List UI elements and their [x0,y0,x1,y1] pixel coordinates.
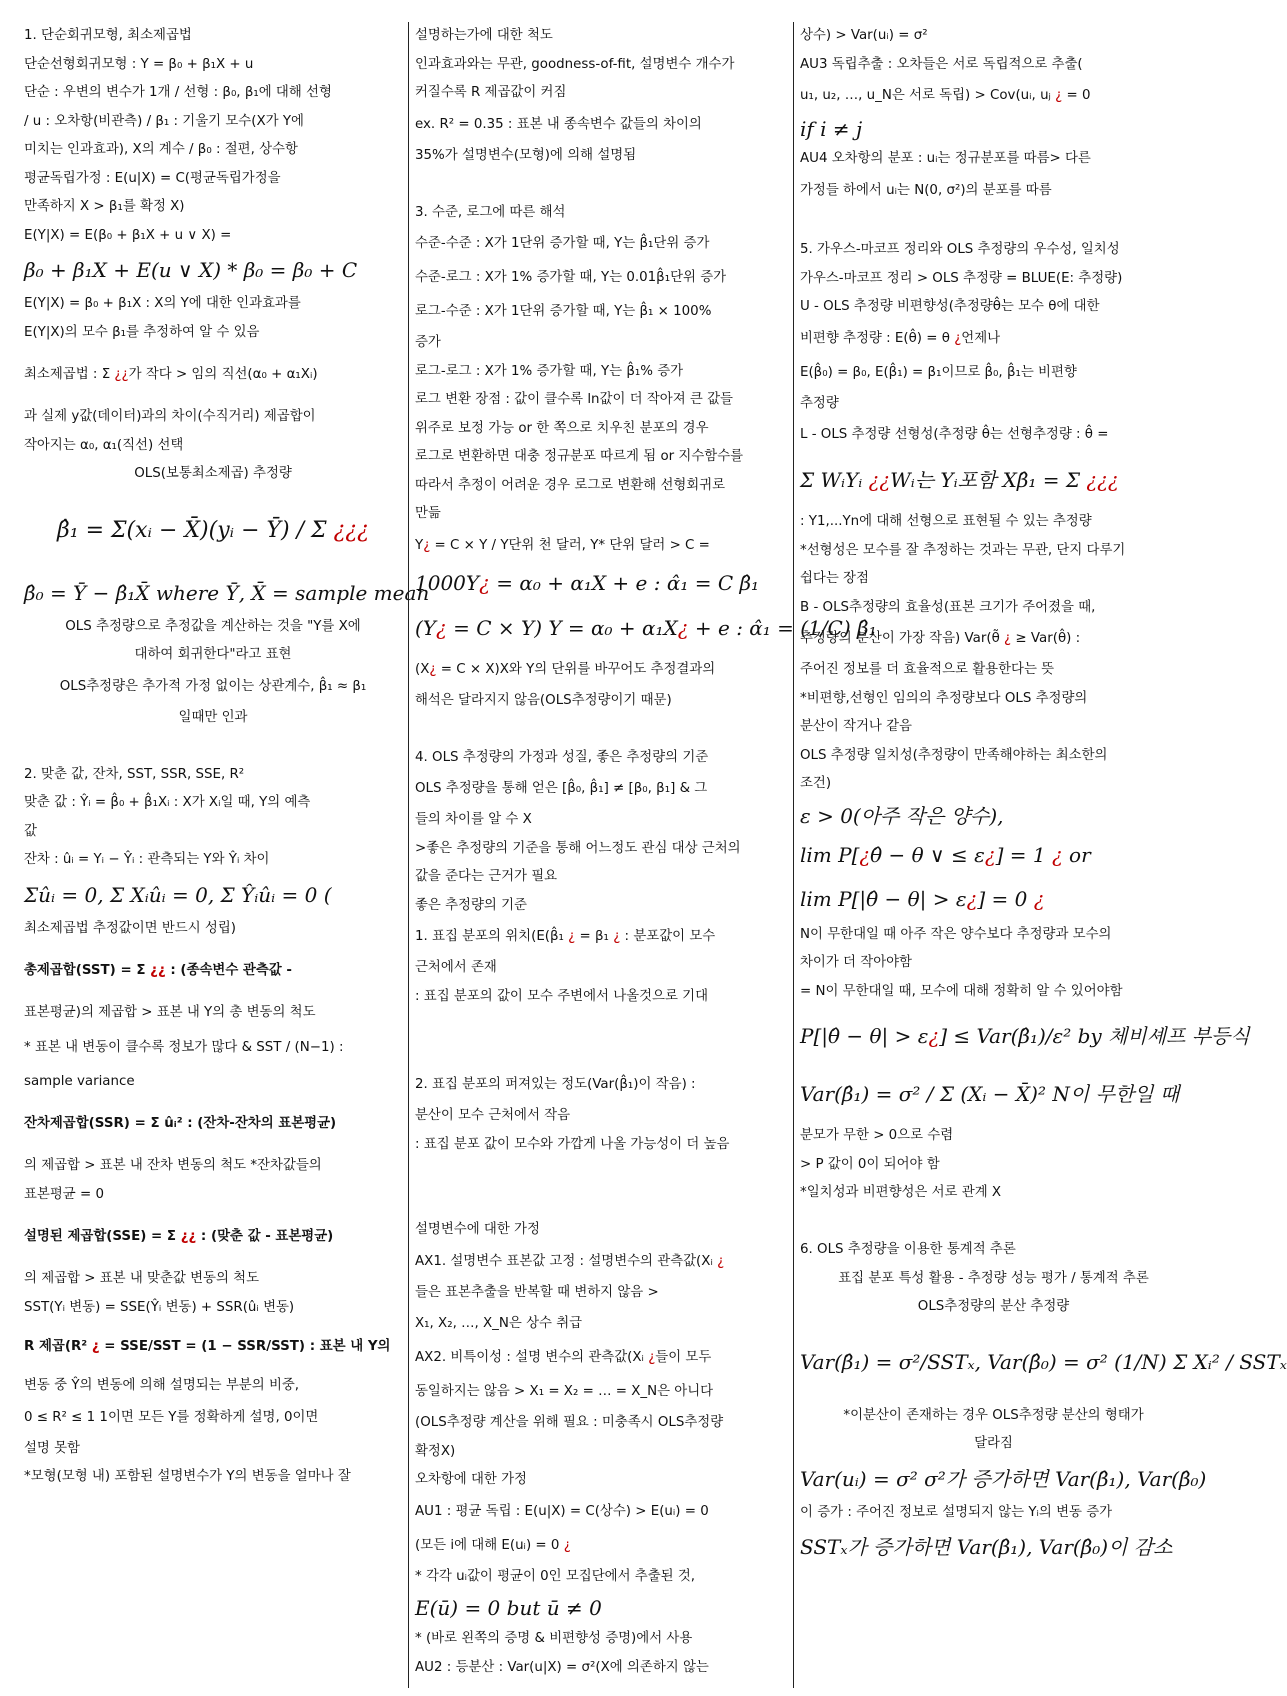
text-line: (X¿ = C × X)X와 Y의 단위를 바꾸어도 추정결과의 [415,661,716,677]
text-line: 달라짐 [974,1436,1013,1451]
glyph-mark: ¿ [157,963,166,978]
text-line: 최소제곱법 추정값이면 반드시 성립) [24,920,237,936]
formula-line: Var(β̂₁) = σ²/SSTₓ, Var(β̂₀) = σ² (1/N) Σ Xᵢ² / SSTₓ [800,1349,1287,1374]
text-line: 미치는 인과효과), X의 계수 / β₀ : 절편, 상수항 [24,142,298,157]
glyph-mark: ¿ [114,367,122,382]
text-line: 최소제곱법 : Σ ¿¿가 작다 > 임의 직선(α₀ + α₁Xᵢ) [24,367,318,382]
glyph-mark: ¿ [966,886,978,911]
text-line: 0 ≤ R² ≤ 1 1이면 모든 Y를 정확하게 설명, 0이면 [24,1409,319,1425]
glyph-mark: ¿ [717,1253,725,1269]
spacer [415,1188,787,1217]
text-line: 로그로 변환하면 대충 정규분포 따르게 됨 or 지수함수를 [415,449,744,464]
text-line: 추정량의 분산이 가장 작음) Var(θ̃ ¿ ≥ Var(θ̂) : [800,631,1081,646]
spacer [415,1040,787,1069]
text-line: 3. 수준, 로그에 따른 해석 [415,204,566,220]
text-line: 표집 분포 특성 활용 - 추정량 성능 평가 / 통계적 추론 [838,1270,1149,1286]
glyph-mark: ¿ [150,963,158,978]
glyph-mark: ¿ [868,468,880,492]
text-line: 의 제곱합 > 표본 내 잔차 변동의 척도 *잔차값들의 [24,1158,322,1173]
text-line: *비편향,선형인 임의의 추정량보다 OLS 추정량의 [800,690,1088,706]
glyph-mark: ¿ [188,1229,197,1244]
text-line: 설명하는가에 대한 척도 [415,28,553,43]
text-line: 조건) [800,776,832,791]
text-line: 들은 표본추출을 반복할 때 변하지 않음 > [415,1284,659,1300]
text-line: 5. 가우스-마코프 정리와 OLS 추정량의 우수성, 일치성 [800,242,1120,257]
text-line: 설명 못함 [24,1440,80,1456]
text-line: OLS 추정량으로 추정값을 계산하는 것을 "Y를 X에 [65,618,361,634]
text-line: 동일하지는 않음 > X₁ = X₂ = … = X_N은 아니다 [415,1384,714,1399]
text-line: 들의 차이를 알 수 X [415,812,532,827]
formula-line: P[|θ̂ − θ| > ε¿] ≤ Var(β̂₁)/ε² by 체비셰프 부등식 [800,1024,1250,1048]
text-line: * 표본 내 변동이 클수록 정보가 많다 & SST / (N−1) : [24,1039,344,1055]
spacer [415,170,787,199]
text-line: 따라서 추정이 어려운 경우 로그로 변환해 선형회귀로 [415,477,726,493]
glyph-mark: ¿ [429,661,437,677]
text-line: 수준-로그 : X가 1% 증가할 때, Y는 0.01β̂₁단위 증가 [415,270,727,285]
text-line: : Y1,...Yn에 대해 선형으로 표현될 수 있는 추정량 [800,514,1092,529]
glyph-mark: ¿ [1033,886,1045,911]
glyph-mark: ¿ [357,517,369,543]
formula-line: Σ WᵢYᵢ ¿¿Wᵢ는 Yᵢ포함 Xβ̂₁ = Σ ¿¿¿ [800,468,1119,492]
glyph-mark: ¿ [954,330,962,346]
text-line: 과 실제 y값(데이터)과의 차이(수직거리) 제곱합이 [24,409,316,424]
glyph-mark: ¿ [1051,842,1063,867]
glyph-mark: ¿ [1107,468,1119,492]
text-line: 해석은 달라지지 않음(OLS추정량이기 때문) [415,692,672,708]
text-line: 4. OLS 추정량의 가정과 성질, 좋은 추정량의 기준 [415,749,709,765]
text-line: SST(Yᵢ 변동) = SSE(Ŷᵢ 변동) + SSR(ûᵢ 변동) [24,1299,295,1315]
text-line: 1. 단순회귀모형, 최소제곱법 [24,28,192,43]
glyph-mark: ¿ [563,1537,571,1553]
text-line: : 표집 분포 값이 모수와 가깝게 나올 가능성이 더 높음 [415,1136,730,1152]
glyph-mark: ¿ [423,537,431,553]
text-line: 비편향 추정량 : E(θ̂) = θ ¿언제나 [800,330,1001,346]
text-line: 표본평균)의 제곱합 > 표본 내 Y의 총 변동의 척도 [24,1005,316,1020]
text-line: 만듦 [415,506,441,521]
text-line: 설명변수에 대한 가정 [415,1222,540,1237]
text-line: 인과효과와는 무관, goodness-of-fit, 설명변수 개수가 [415,56,735,72]
glyph-mark: ¿ [1086,468,1098,492]
formula-line: Var(β̂₁) = σ² / Σ (Xᵢ − X̄)² N이 무한일 때 [800,1082,1180,1106]
glyph-mark: ¿ [479,570,490,595]
text-line: AU4 오차항의 분포 : uᵢ는 정규분포를 따름> 다른 [800,151,1091,166]
text-line: 6. OLS 추정량을 이용한 통계적 추론 [800,1242,1016,1257]
text-line: 변동 중 Ŷ의 변동에 의해 설명되는 부분의 비중, [24,1378,300,1393]
text-line: 표본평균 = 0 [24,1186,104,1202]
text-line: 설명된 제곱합(SSE) = Σ ¿¿ : (맞춘 값 - 표본평균) [24,1229,334,1244]
formula-line: ε > 0(아주 작은 양수), [800,803,1004,828]
formula-line: β₀ + β₁X + E(u ∨ X) * β₀ = β₀ + C [24,258,358,282]
text-line: 가우스-마코프 정리 > OLS 추정량 = BLUE(E: 추정량) [800,270,1123,286]
text-line: 단순 : 우변의 변수가 1개 / 선형 : β₀, β₁에 대해 선형 [24,85,332,100]
text-line: (모든 i에 대해 E(uᵢ) = 0 ¿ [415,1537,571,1553]
formula-line: Σûᵢ = 0, Σ Xᵢûᵢ = 0, Σ Ŷᵢûᵢ = 0 ( [24,882,332,907]
spacer [24,732,402,761]
glyph-mark: ¿ [1055,88,1063,103]
text-line: 평균독립가정 : E(u|X) = C(평균독립가정을 [24,170,281,186]
text-line: 추정량 [800,395,839,411]
text-line: 분산이 작거나 같음 [800,719,912,734]
glyph-mark: ¿ [928,1024,940,1048]
glyph-mark: ¿ [121,367,129,382]
glyph-mark: ¿ [333,517,346,543]
text-line: * (바로 왼쪽의 증명 & 비편향성 증명)에서 사용 [415,1631,693,1646]
text-line: OLS(보통최소제곱) 추정량 [134,466,292,481]
text-line: 수준-수준 : X가 1단위 증가할 때, Y는 β̂₁단위 증가 [415,236,710,251]
text-line: 2. 맞춘 값, 잔차, SST, SSR, SSE, R² [24,766,245,782]
text-line: u₁, u₂, …, u_N은 서로 독립) > Cov(uᵢ, uⱼ ¿ = 0 [800,88,1091,103]
text-line: 가정들 하에서 uᵢ는 N(0, σ²)의 분포를 따름 [800,182,1052,198]
text-line: ex. R² = 0.35 : 표본 내 종속변수 값들의 차이의 [415,116,702,132]
text-line: 1. 표집 분포의 위치(E(β̂₁ ¿ = β₁ ¿ : 분포값이 모수 [415,929,716,944]
text-line: 오차항에 대한 가정 [415,1472,527,1487]
column-3 [793,22,1287,1688]
spacer [800,1208,1187,1237]
glyph-mark: ¿ [677,615,689,640]
formula-line: (Y¿ = C × Y) Y = α₀ + α₁X¿ + e : α̂₁ = (1/C) β̂₁ [415,615,877,640]
glyph-mark: ¿ [613,929,621,944]
text-line: B - OLS추정량의 효율성(표본 크기가 주어졌을 때, [800,599,1096,615]
text-line: OLS추정량의 분산 추정량 [917,1299,1070,1314]
text-line: 차이가 더 작아야함 [800,955,912,970]
text-line: 만족하지 X > β₁를 확정 X) [24,199,185,214]
text-line: E(β̂₀) = β₀, E(β̂₁) = β₁이므로 β̂₀, β̂₁는 비편향 [800,364,1077,380]
text-line: 값을 준다는 근거가 필요 [415,869,558,884]
glyph-mark: ¿ [984,842,996,867]
text-line: 상수) > Var(uᵢ) = σ² [800,28,928,43]
text-line: N이 무한대일 때 아주 작은 양수보다 추정량과 모수의 [800,926,1112,942]
text-line: *모형(모형 내) 포함된 설명변수가 Y의 변동을 얼마나 잘 [24,1469,351,1484]
glyph-mark: ¿ [879,468,891,492]
text-line: OLS 추정량 일치성(추정량이 만족해야하는 최소한의 [800,747,1108,763]
formula-line: β̂₀ = Ȳ − β̂₁X̄ where Ȳ, X̄ = sample mean [24,580,430,605]
text-line: 대하여 회귀한다"라고 표현 [134,647,292,662]
text-line: 위주로 보정 가능 or 한 쪽으로 치우친 분포의 경우 [415,420,709,436]
glyph-mark: ¿ [859,842,871,867]
formula-line: Var(uᵢ) = σ² σ²가 증가하면 Var(β̂₁), Var(β̂₀) [800,1466,1207,1491]
text-line: OLS추정량은 추가적 가정 없이는 상관계수, β̂₁ ≈ β₁ [59,678,367,694]
glyph-mark: ¿ [648,1350,656,1365]
formula-line: lim P[|θ̂ − θ| > ε¿] = 0 ¿ [800,886,1045,911]
text-line: 로그 변환 장점 : 값이 클수록 ln값이 더 작아져 큰 값들 [415,392,733,407]
formula-line: lim P[¿θ̂ − θ ∨ ≤ ε¿] = 1 ¿ or [800,842,1091,867]
text-line: AX2. 비특이성 : 설명 변수의 관측값(Xᵢ ¿들이 모두 [415,1350,712,1365]
formula-line: E(ū) = 0 but ū ≠ 0 [415,1596,602,1620]
text-line: 총제곱합(SST) = Σ ¿¿ : (종속변수 관측값 - [24,963,292,978]
text-line: 로그-수준 : X가 1단위 증가할 때, Y는 β̂₁ × 100% [415,304,712,319]
spacer [415,715,787,744]
text-line: L - OLS 추정량 선형성(추정량 θ̂는 선형추정량 : θ̂ = [800,427,1109,442]
text-line: 분모가 무한 > 0으로 수렴 [800,1128,954,1143]
text-line: E(Y|X) = E(β₀ + β₁X + u ∨ X) = [24,227,232,243]
spacer [415,1011,787,1040]
text-line: > P 값이 0이 되어야 함 [800,1156,940,1172]
formula-line: β̂₁ = Σ(xᵢ − X̄)(yᵢ − Ȳ) / Σ ¿¿¿ [57,517,369,543]
glyph-mark: ¿ [1004,631,1012,646]
text-line: 35%가 설명변수(모형)에 의해 설명됨 [415,147,637,163]
formula-line: 1000Y¿ = α₀ + α₁X + e : α̂₁ = C β̂₁ [415,570,760,595]
text-line: 잔차제곱합(SSR) = Σ ûᵢ² : (잔차-잔차의 표본평균) [24,1116,337,1131]
formula-line: SSTₓ가 증가하면 Var(β̂₁), Var(β̂₀)이 감소 [800,1535,1173,1559]
text-line: 로그-로그 : X가 1% 증가할 때, Y는 β̂₁% 증가 [415,363,684,379]
text-line: 증가 [415,335,441,350]
text-line: / u : 오차항(비관측) / β₁ : 기울기 모수(X가 Y에 [24,113,304,129]
text-line: 일때만 인과 [178,709,248,725]
text-line: 맞춘 값 : Ŷᵢ = β̂₀ + β̂₁Xᵢ : X가 Xᵢ일 때, Y의 예측 [24,795,311,810]
text-line: 확정X) [415,1443,456,1459]
text-line: 주어진 정보를 더 효율적으로 활용한다는 뜻 [800,662,1055,677]
glyph-mark: ¿ [180,1229,189,1244]
text-line: OLS 추정량을 통해 얻은 [β̂₀, β̂₁] ≠ [β₀, β₁] & 그 [415,781,708,796]
text-line: 이 증가 : 주어진 정보로 설명되지 않는 Yᵢ의 변동 증가 [800,1504,1113,1520]
formula-line: if i ≠ j [800,117,863,141]
text-line: 쉽다는 장점 [800,571,869,586]
text-line: U - OLS 추정량 비편향성(추정량θ̂는 모수 θ에 대한 [800,299,1100,314]
glyph-mark: ¿ [345,517,358,543]
text-line: AX1. 설명변수 표본값 고정 : 설명변수의 관측값(Xᵢ ¿ [415,1253,725,1269]
glyph-mark: ¿ [1097,468,1108,492]
glyph-mark: ¿ [91,1339,100,1354]
text-line: X₁, X₂, …, X_N은 상수 취급 [415,1316,583,1331]
text-line: AU2 : 등분산 : Var(u|X) = σ²(X에 의존하지 않는 [415,1659,709,1675]
text-line: 의 제곱합 > 표본 내 맞춘값 변동의 척도 [24,1271,260,1286]
text-line: 단순선형회귀모형 : Y = β₀ + β₁X + u [24,56,254,72]
text-line: *일치성과 비편향성은 서로 관계 X [800,1185,1002,1200]
text-line: 커질수록 R 제곱값이 커짐 [415,85,567,100]
text-line: 작아지는 α₀, α₁(직선) 선택 [24,437,184,453]
glyph-mark: ¿ [436,615,447,640]
spacer [800,208,1187,237]
text-line: *이분산이 존재하는 경우 OLS추정량 분산의 형태가 [843,1407,1144,1423]
text-line: 잔차 : ûᵢ = Yᵢ − Ŷᵢ : 관측되는 Y와 Ŷᵢ 차이 [24,852,270,867]
text-line: 분산이 모수 근처에서 작음 [415,1108,571,1123]
text-line: AU1 : 평균 독립 : E(u|X) = C(상수) > E(uᵢ) = 0 [415,1503,709,1519]
text-line: E(Y|X)의 모수 β₁를 추정하여 알 수 있음 [24,324,260,340]
text-line: Y¿ = C × Y / Y단위 천 달러, Y* 단위 달러 > C = [415,537,710,553]
text-line: E(Y|X) = β₀ + β₁X : X의 Y에 대한 인과효과를 [24,296,301,311]
text-line: = N이 무한대일 때, 모수에 대해 정확히 알 수 있어야함 [800,983,1123,999]
text-line: 2. 표집 분포의 퍼져있는 정도(Var(β̂₁)이 작음) : [415,1077,696,1092]
text-line: 근처에서 존재 [415,960,497,975]
text-line: (OLS추정량 계산을 위해 필요 : 미충족시 OLS추정량 [415,1415,724,1430]
text-line: : 표집 분포의 값이 모수 주변에서 나올것으로 기대 [415,988,709,1004]
text-line: R 제곱(R² ¿ = SSE/SST = (1 − SSR/SST) : 표본 내 Y의 [24,1339,391,1354]
text-line: 좋은 추정량의 기준 [415,897,527,913]
glyph-mark: ¿ [568,929,576,944]
text-line: * 각각 uᵢ값이 평균이 0인 모집단에서 추출된 것, [415,1568,696,1584]
text-line: sample variance [24,1073,135,1089]
text-line: 값 [24,823,37,839]
text-line: *선형성은 모수를 잘 추정하는 것과는 무관, 단지 다루기 [800,542,1126,558]
text-line: AU3 독립추출 : 오차들은 서로 독립적으로 추출( [800,56,1083,72]
text-line: >좋은 추정량의 기준을 통해 어느정도 관심 대상 근처의 [415,840,741,856]
spacer [415,1159,787,1188]
